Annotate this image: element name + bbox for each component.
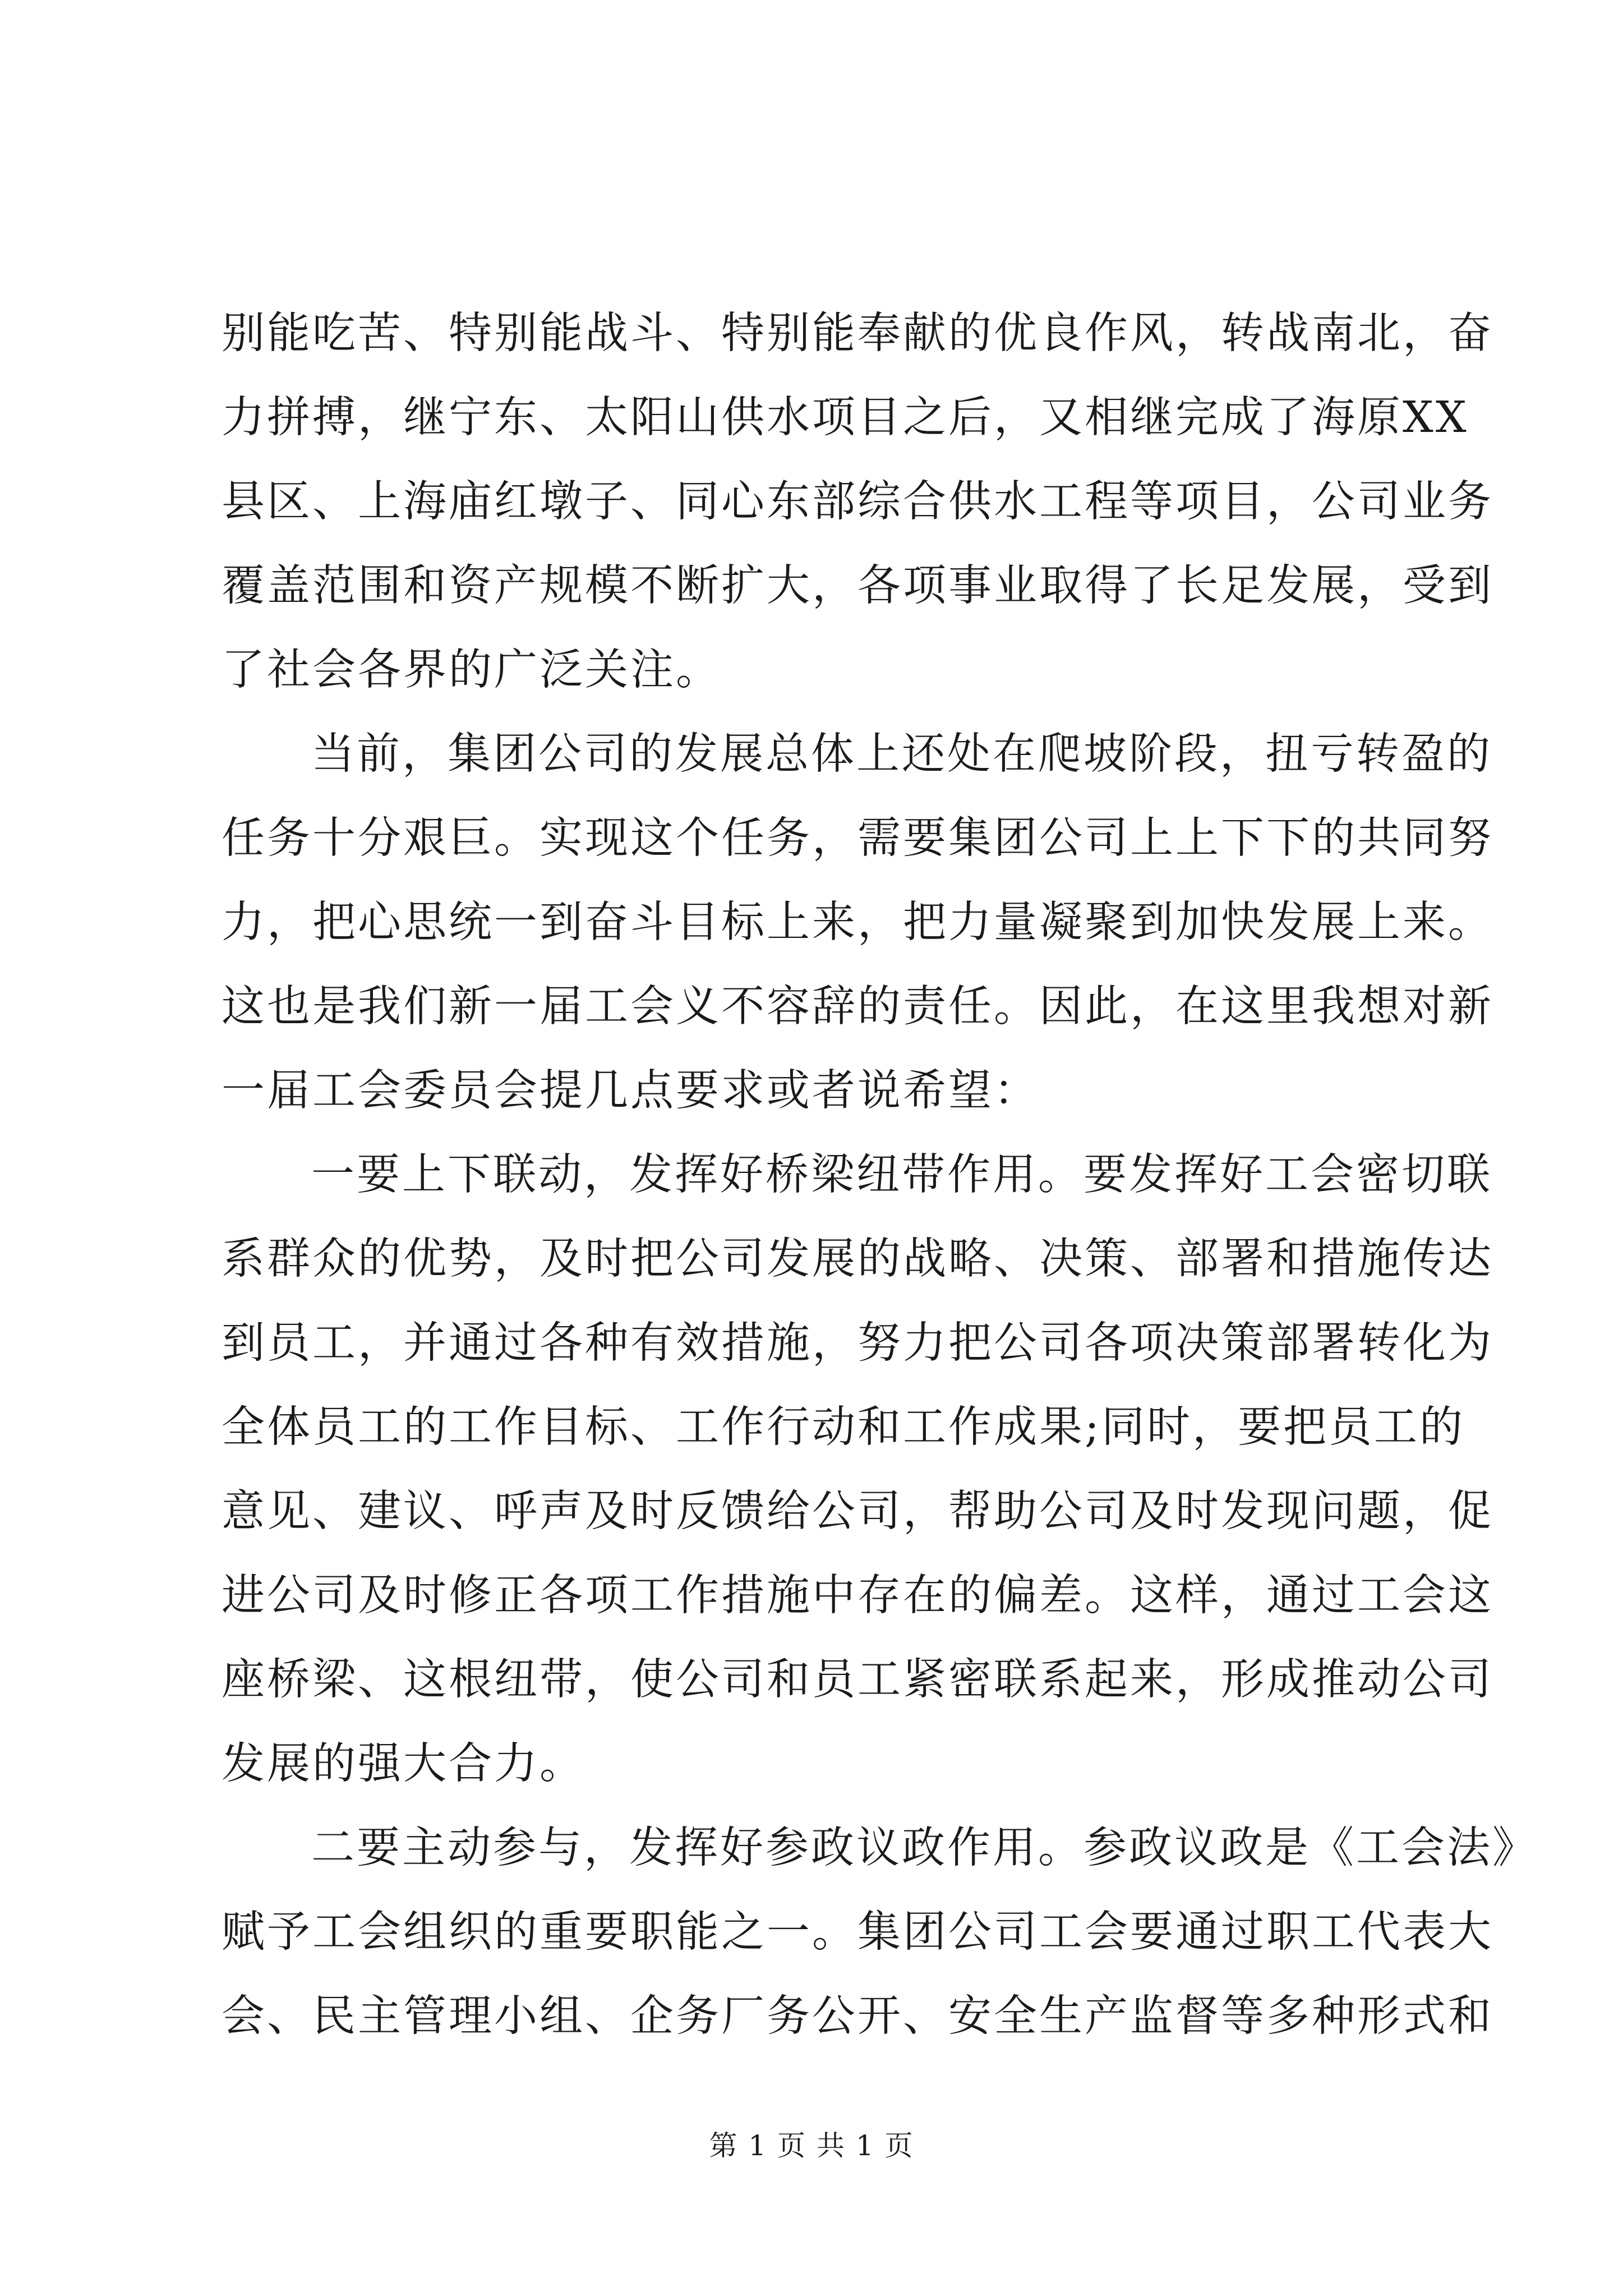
text-line: 意见、建议、呼声及时反馈给公司，帮助公司及时发现问题，促: [222, 1487, 1493, 1536]
paragraph-3: [222, 1133, 1493, 1806]
text-line: 座桥梁、这根纽带，使公司和员工紧密联系起来，形成推动公司: [222, 1655, 1493, 1705]
paragraph-1: [222, 292, 1493, 712]
text-line: 赋予工会组织的重要职能之一。集团公司工会要通过职工代表大: [222, 1907, 1493, 1957]
paragraph-2: [222, 712, 1493, 1133]
text-line: 任务十分艰巨。实现这个任务，需要集团公司上上下下的共同努: [222, 813, 1493, 863]
text-line: 系群众的优势，及时把公司发展的战略、决策、部署和措施传达: [222, 1234, 1493, 1284]
paragraph-4: [222, 1806, 1538, 2059]
text-line: 当前，集团公司的发展总体上还处在爬坡阶段，扭亏转盈的: [311, 729, 1492, 779]
text-line: 覆盖范围和资产规模不断扩大，各项事业取得了长足发展，受到: [222, 561, 1493, 611]
text-line: 发展的强大合力。: [222, 1739, 585, 1789]
text-line: 县区、上海庙红墩子、同心东部综合供水工程等项目，公司业务: [222, 477, 1493, 527]
text-line: 进公司及时修正各项工作措施中存在的偏差。这样，通过工会这: [222, 1571, 1493, 1621]
text-line: 二要主动参与，发挥好参政议政作用。参政议政是《工会法》: [311, 1823, 1538, 1873]
text-line: 一要上下联动，发挥好桥梁纽带作用。要发挥好工会密切联: [311, 1150, 1492, 1200]
text-line: 了社会各界的广泛关注。: [222, 645, 721, 695]
text-line: 到员工，并通过各种有效措施，努力把公司各项决策部署转化为: [222, 1318, 1493, 1368]
text-line: 力拼搏，继宁东、太阳山供水项目之后，又相继完成了海原XX: [222, 393, 1469, 443]
text-line: 别能吃苦、特别能战斗、特别能奉献的优良作风，转战南北，奋: [222, 309, 1493, 358]
text-line: 一届工会委员会提几点要求或者说希望：: [222, 1066, 1039, 1116]
text-line: 会、民主管理小组、企务厂务公开、安全生产监督等多种形式和: [222, 1991, 1493, 2041]
text-line: 全体员工的工作目标、工作行动和工作成果;同时，要把员工的: [222, 1402, 1465, 1452]
page-number-footer: 第 1 页 共 1 页: [709, 2129, 914, 2162]
text-line: 这也是我们新一届工会义不容辞的责任。因此，在这里我想对新: [222, 982, 1493, 1032]
text-line: 力，把心思统一到奋斗目标上来，把力量凝聚到加快发展上来。: [222, 898, 1493, 947]
document-body: [222, 292, 1538, 2059]
